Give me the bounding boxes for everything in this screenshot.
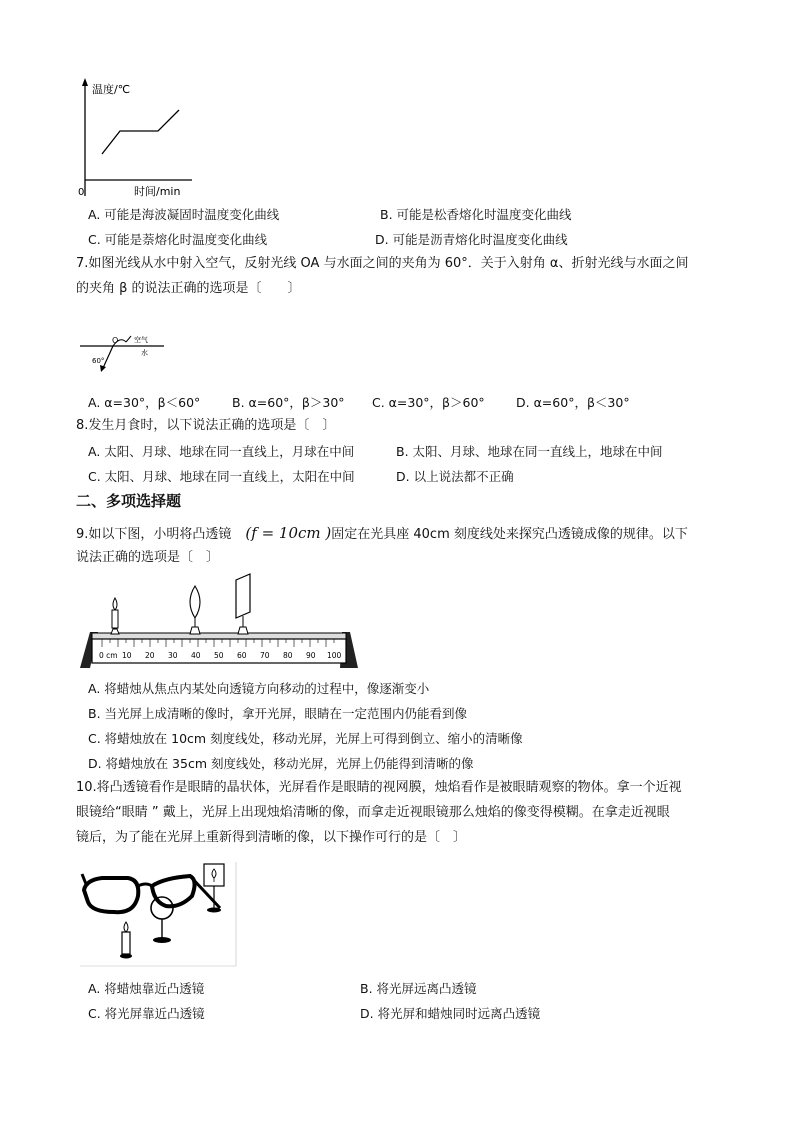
ruler-tick-10: 10 — [122, 651, 132, 660]
q9-formula: (f = 10cm ) — [245, 524, 332, 542]
q9-stem-line2: 说法正确的选项是〔 〕 — [76, 550, 220, 565]
q7-option-d[interactable]: D. α=60°，β＜30° — [516, 395, 630, 410]
temperature-time-graph — [72, 76, 202, 198]
graph-y-label: 温度/℃ — [92, 83, 131, 96]
ruler-tick-90: 90 — [306, 651, 316, 660]
q10-stem-line1: 10.将凸透镜看作是眼睛的晶状体，光屏看作是眼睛的视网膜，烛焰看作是被眼睛观察的物体。拿一个近视 — [76, 780, 682, 795]
ruler-tick-100: 100 — [327, 651, 342, 660]
q8-stem: 8.发生月食时，以下说法正确的选项是〔 〕 — [76, 418, 336, 433]
light-screen-icon — [204, 864, 224, 913]
ruler-tick-30: 30 — [168, 651, 178, 660]
q9-stem-post: 固定在光具座 40cm 刻度线处来探究凸透镜成像的规律。以下 — [331, 527, 688, 542]
q9-stem-pre: 9.如以下图，小明将凸透镜 — [76, 527, 232, 542]
ruler-tick-60: 60 — [237, 651, 247, 660]
q8-option-c[interactable]: C. 太阳、月球、地球在同一直线上，太阳在中间 — [88, 469, 355, 484]
q6-option-d[interactable]: D. 可能是沥青熔化时温度变化曲线 — [375, 232, 568, 247]
q7-stem-line2: 的夹角 β 的说法正确的选项是〔 〕 — [76, 281, 301, 296]
q9-option-d[interactable]: D. 将蜡烛放在 35cm 刻度线处，移动光屏，光屏上仍能得到清晰的像 — [88, 756, 474, 771]
candle-icon — [111, 598, 119, 634]
q8-option-d[interactable]: D. 以上说法都不正确 — [396, 469, 514, 484]
ruler-tick-50: 50 — [214, 651, 224, 660]
ruler-tick-40: 40 — [191, 651, 201, 660]
q7-option-c[interactable]: C. α=30°，β＞60° — [372, 395, 485, 410]
q6-option-c[interactable]: C. 可能是萘熔化时温度变化曲线 — [88, 232, 268, 247]
q9-stem-line1 — [76, 521, 688, 547]
q9-option-b[interactable]: B. 当光屏上成清晰的像时，拿开光屏，眼睛在一定范围内仍能看到像 — [88, 706, 468, 721]
graph-x-label: 时间/min — [134, 185, 181, 198]
candle-icon — [120, 922, 132, 959]
q10-option-b[interactable]: B. 将光屏远离凸透镜 — [360, 981, 477, 996]
refraction-diagram — [78, 332, 168, 378]
q9-option-c[interactable]: C. 将蜡烛放在 10cm 刻度线处，移动光屏，光屏上可得到倒立、缩小的清晰像 — [88, 731, 523, 746]
q6-option-b[interactable]: B. 可能是松香熔化时温度变化曲线 — [380, 207, 572, 222]
q10-option-d[interactable]: D. 将光屏和蜡烛同时远离凸透镜 — [360, 1006, 541, 1021]
q10-stem-line3: 镜后，为了能在光屏上重新得到清晰的像，以下操作可行的是〔 〕 — [76, 830, 467, 845]
ruler-tick-80: 80 — [283, 651, 293, 660]
fig-o-label: O — [112, 336, 119, 345]
q6-option-a[interactable]: A. 可能是海波凝固时温度变化曲线 — [88, 207, 280, 222]
convex-lens-icon — [190, 586, 200, 634]
q7-stem-line1: 7.如图光线从水中射入空气，反射光线 OA 与水面之间的夹角为 60°．关于入射角 α、折射光线与水面之间 — [76, 256, 689, 271]
fig-angle-label: 60° — [92, 357, 105, 365]
fig-air-label: 空气 — [134, 336, 148, 344]
q8-option-b[interactable]: B. 太阳、月球、地球在同一直线上，地球在中间 — [396, 444, 663, 459]
fig-water-label: 水 — [141, 349, 148, 357]
optical-bench-figure — [78, 572, 363, 672]
q9-option-a[interactable]: A. 将蜡烛从焦点内某处向透镜方向移动的过程中，像逐渐变小 — [88, 681, 430, 696]
light-screen-icon — [236, 574, 250, 634]
q10-option-a[interactable]: A. 将蜡烛靠近凸透镜 — [88, 981, 205, 996]
q8-option-a[interactable]: A. 太阳、月球、地球在同一直线上，月球在中间 — [88, 444, 355, 459]
myopia-glasses-figure — [80, 856, 240, 968]
ruler-tick-0: 0 cm — [99, 651, 118, 660]
q10-option-c[interactable]: C. 将光屏靠近凸透镜 — [88, 1006, 205, 1021]
graph-origin: 0 — [78, 187, 85, 198]
q10-stem-line2: 眼镜给“眼睛 ” 戴上，光屏上出现烛焰清晰的像，而拿走近视眼镜那么烛焰的像变得模糊。在拿走近视眼 — [76, 805, 670, 820]
q7-option-b[interactable]: B. α=60°，β＞30° — [232, 395, 345, 410]
section-title: 二、多项选择题 — [76, 492, 182, 510]
q7-option-a[interactable]: A. α=30°，β＜60° — [88, 395, 201, 410]
ruler-tick-70: 70 — [260, 651, 270, 660]
ruler-tick-20: 20 — [145, 651, 155, 660]
